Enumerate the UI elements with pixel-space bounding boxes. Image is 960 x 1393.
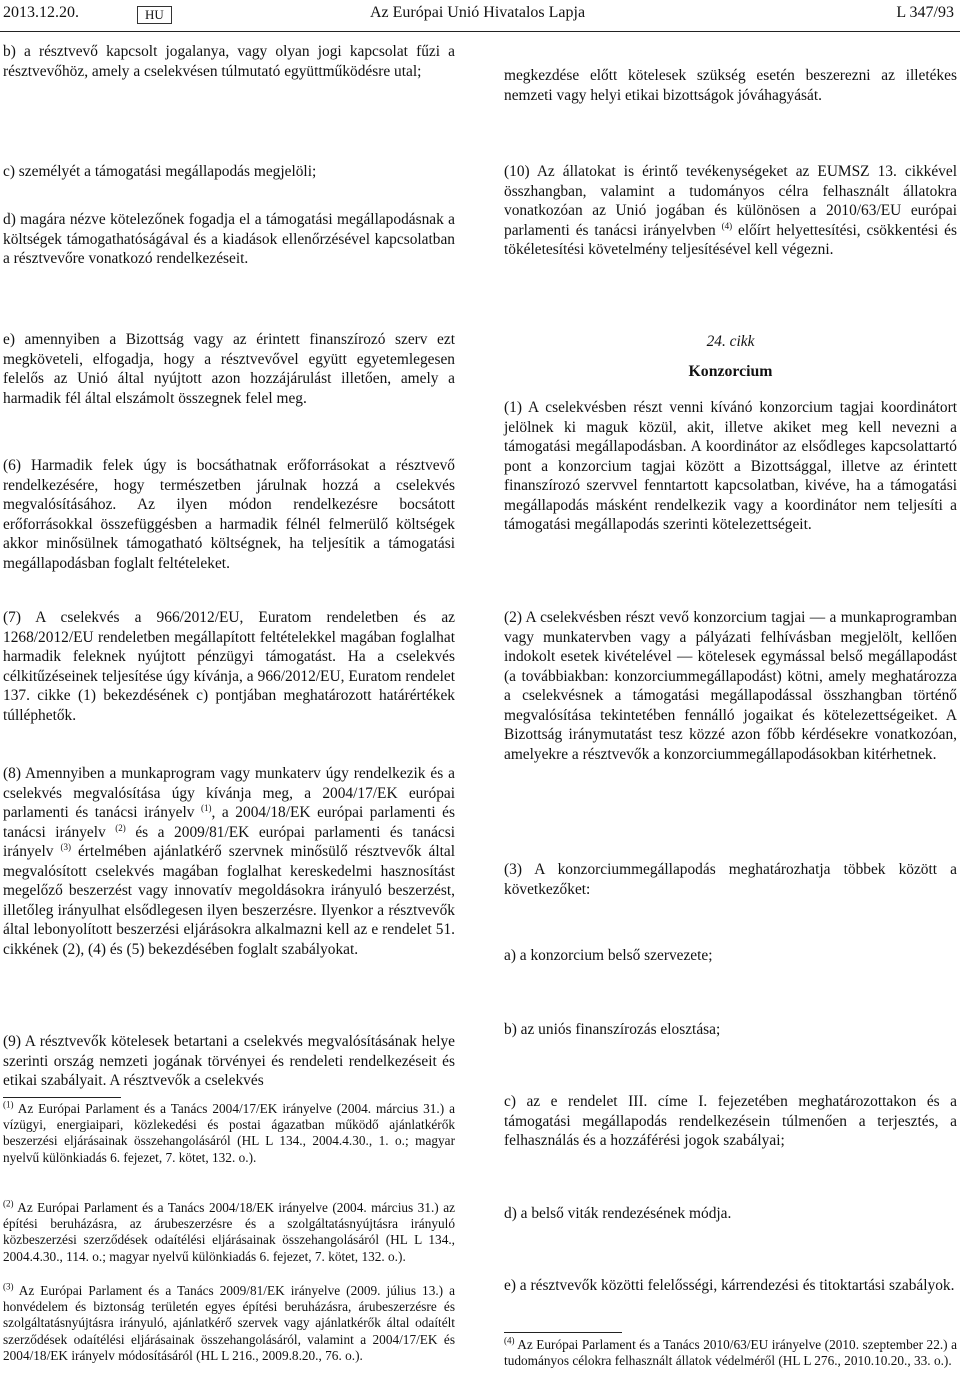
article-paragraph-1: (1) A cselekvésben részt venni kívánó konzorcium tagjai koordinátort jelölnek ki maguk közül, akit, illetve akiket meg kell nevezni a támogatási megállapodásban. A koordinátor az elsődleges kapcsolattartó pont a konzorcium tagjai között a Bizottsággal, illetve az érintett finanszírozó szervvel fenntartott kapcsolatban, kivéve, ha a támogatási megállapodás másként rendelkezik vagy a koordinátor nem teljesíti a támogatási megállapodás szerinti kötelezettségeit. <box>504 399 957 533</box>
language-badge: HU <box>137 6 172 24</box>
article-paragraph-2: (2) A cselekvésben részt vevő konzorcium tagjai — a munkaprogramban vagy munkatervben vagy a pályázati felhívásban megjelölt, kellően indokolt esetek kivételével — kötelesek egymással belső megállapodást (a továbbiakban: konzorciummegállapodást) kötni, amely meghatározza a cselekvésnek a támogatási megállapodással összhangban történő megvalósítása tekintetében fennálló jogaikat és kötelezettségeiket. A Bizottság iránymutatást tesz közzé azon főbb kérdésekre vonatkozóan, amelyekre a résztvevők a konzorciummegállapodásokban kitérhetnek. <box>504 609 957 763</box>
item-a: a) a konzorcium belső szervezete; <box>504 947 713 964</box>
point-b: b) a résztvevő kapcsolt jogalanya, vagy olyan jogi kapcsolat fűzi a résztvevőhöz, amely a cselekvésen túlmutató együttműködésre utal; <box>3 43 455 80</box>
footnote-4: $^{(4)}$ Az Európai Parlament és a Tanács 2010/63/EU irányelve (2010. szeptember 22.) a tudományos célokra felhasznált állatok védelméről (HL L 276., 2010.10.20., 33. o.). <box>504 1335 957 1369</box>
footnote-ref-3: (3) <box>60 841 71 852</box>
article-paragraph-3: (3) A konzorciummegállapodás meghatározhatja többek között a következőket: <box>504 861 957 898</box>
paragraph-10: (10) Az állatokat is érintő tevékenységeket az EUMSZ 13. cikkével összhangban, valamint a tudományos célra felhasznált állatokra vonatkozóan az Unió jogában és különösen a 2010/63/EU európai parlamenti és tanácsi irányelvben $^{(4)}$ előírt helyettesítési, csökkentési és tökéletesítési követelmény teljesítésével kell végezni. <box>504 163 957 258</box>
item-c: c) az e rendelet III. címe I. fejezetében meghatározottakon és a támogatási megállapodás rendelkezésein túlmenően a terjesztés, a felhasználás és a hozzáférési jogok szabályai; <box>504 1093 957 1149</box>
footnote-rule <box>3 1097 121 1098</box>
point-e: e) amennyiben a Bizottság vagy az érintett finanszírozó szerv ezt megköveteli, elfogadja, hogy a résztvevővel együtt egyetemlegesen felelős az Unió által nyújtott azon hozzájárulást illetően, amely a harmadik fél által elszámolt összegnek felel meg. <box>3 331 455 407</box>
journal-title: Az Európai Unió Hivatalos Lapja <box>370 4 586 21</box>
item-b: b) az uniós finanszírozás elosztása; <box>504 1021 721 1038</box>
paragraph-7: (7) A cselekvés a 966/2012/EU, Euratom rendeletben és az 1268/2012/EU rendeletben megállapított feltételekkel magában foglalhat harmadik feleknek nyújtott pénzügyi támogatást. Ha a cselekvés célkitűzéseinek teljesítése úgy kívánja, a 966/2012/EU, Euratom rendelet 137. cikke (1) bekezdésének c) pontjában meghatározott határértékek túlléphetők. <box>3 609 455 724</box>
footnote-2: $^{(2)}$ Az Európai Parlament és a Tanács 2004/18/EK irányelve (2004. március 31.) az építési beruházásra, az árubeszerzésre és a szolgáltatásnyújtásra irányuló közbeszerzési szerződések odaítélési eljárásainak összehangolásáról (HL L 134., 2004.4.30., 114. o.; magyar nyelvű különkiadás 6. fejezet, 7. kötet, 132. o.). <box>3 1198 455 1264</box>
footnote-ref-2: (2) <box>115 822 126 833</box>
footnote-ref-1: (1) <box>201 802 212 813</box>
article-title: Konzorcium <box>688 363 773 380</box>
paragraph-6: (6) Harmadik felek úgy is bocsáthatnak erőforrásokat a résztvevő rendelkezésére, hogy természetben járulnak hozzá a cselekvés megvalósításához. Az ilyen módon rendelkezésre bocsátott erőforrásokkal összefüggésben a harmadik félnél felmerülő költségek akkor minősülnek támogatható költségnek, ha teljesítik a támogatási megállapodásban foglalt feltételeket. <box>3 457 455 572</box>
point-c: c) személyét a támogatási megállapodás megjelöli; <box>3 163 317 180</box>
footnote-3: $^{(3)}$ Az Európai Parlament és a Tanács 2009/81/EK irányelve (2009. július 13.) a honvédelem és biztonság területén egyes építési beruházásra, árubeszerzésre és szolgáltatásnyújtásra irányuló, ajánlatkérő szervek vagy ajánlatkérők által odaítélt szerződések odaítélési eljárásainak összehangolásáról, valamint a 2004/17/EK és 2004/18/EK irányelv módosításáról (HL L 216., 2009.8.20., 76. o.). <box>3 1281 455 1363</box>
article-number: 24. cikk <box>706 333 755 350</box>
item-d: d) a belső viták rendezésének módja. <box>504 1205 732 1222</box>
paragraph-8: (8) Amennyiben a munkaprogram vagy munkaterv úgy rendelkezik és a cselekvés megvalósítása úgy kívánja meg, a 2004/17/EK európai parlamenti és tanácsi irányelv $^{(1)}$, a 2004/18/EK európai parlamenti és tanácsi irányelv $^{(2)}$ és a 2009/81/EK európai parlamenti és tanácsi irányelv $^{(3)}$ értelmében ajánlatkérő szervnek minősülő résztvevők által megvalósított cselekvés magában foglalhat kereskedelmi hasznosítást megelőző beszerzést vagy innovatív megoldásokra irányuló beszerzést, illetőleg irányulhat elsődlegesen ilyen beszerzésre. Ilyenkor a résztvevők által lebonyolított beszerzési eljárásokra alkalmazni kell az e rendelet 51. cikkének (2), (4) és (5) bekezdésében foglalt szabályokat. <box>3 765 455 958</box>
item-e: e) a résztvevők közötti felelősségi, kárrendezési és titoktartási szabályok. <box>504 1277 955 1294</box>
publication-date: 2013.12.20. <box>3 4 79 21</box>
page-reference: L 347/93 <box>896 4 954 21</box>
header-rule <box>0 31 960 32</box>
point-d: d) magára nézve kötelezőnek fogadja el a támogatási megállapodásnak a költségek támogathatóságával és a kiadások ellenőrzésével kapcsolatban a résztvevőre vonatkozó rendelkezéseit. <box>3 211 455 267</box>
footnote-1: $^{(1)}$ Az Európai Parlament és a Tanács 2004/17/EK irányelve (2004. március 31.) a vízügyi, energiaipari, közlekedési és postai ágazatban működő ajánlatkérők beszerzési eljárásainak összehangolásáról (HL L 134., 2004.4.30., 1. o.; magyar nyelvű különkiadás 6. fejezet, 7. kötet, 132. o.). <box>3 1099 455 1165</box>
footnote-ref-4: (4) <box>721 220 733 231</box>
paragraph-9: (9) A résztvevők kötelesek betartani a cselekvés megvalósításának helye szerinti ország nemzeti jogának törvényei és rendeleti rendelkezéseit és etikai szabályait. A résztvevők a cselekvés <box>3 1033 455 1089</box>
paragraph-9-continued: megkezdése előtt kötelesek szükség esetén beszerezni az illetékes nemzeti vagy helyi etikai bizottságok jóváhagyását. <box>504 67 957 104</box>
page-header <box>0 4 960 26</box>
footnote-rule-right <box>504 1332 622 1333</box>
